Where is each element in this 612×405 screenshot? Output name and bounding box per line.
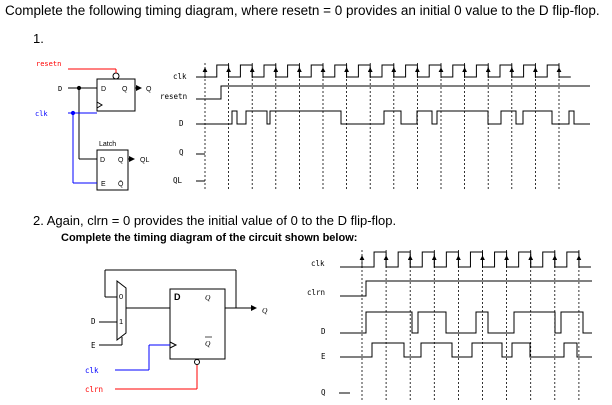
ff-d-pin: D — [101, 86, 107, 93]
ql-output-label: QL — [140, 157, 150, 164]
q-output-label: Q — [146, 86, 152, 93]
clk-input-label: clk — [35, 110, 48, 118]
question-2-text: 2. Again, clrn = 0 provides the initial value of 0 to the D flip-flop. — [33, 213, 397, 228]
clrn-wire — [115, 365, 197, 389]
clear-bubble — [195, 360, 200, 365]
timing-2-label-clrn: clrn — [307, 288, 326, 297]
timing-2-label-q: Q — [321, 388, 326, 397]
d-input-label: D — [58, 85, 63, 93]
timing-1-label-resetn: resetn — [160, 92, 188, 101]
clock-triangle-2 — [170, 342, 176, 348]
c2-clrn-label: clrn — [85, 385, 104, 394]
problem-title: Complete the following timing diagram, where resetn = 0 provides an initial 0 value to the D flip-flop. — [5, 3, 600, 18]
multiplexer — [117, 281, 126, 340]
timing-1-resetn-waveform — [196, 86, 590, 99]
timing-2-label-clk: clk — [311, 259, 325, 268]
timing-diagram-1 — [160, 63, 590, 190]
timing-2-label-d: D — [321, 327, 326, 336]
timing-1-label-ql: QL — [173, 176, 183, 185]
clk-wire-2 — [115, 345, 170, 370]
mux-input-1-label: 1 — [119, 317, 124, 326]
c2-q-output-label: Q — [262, 306, 268, 315]
latch-qbar-pin: Q̄ — [118, 181, 124, 188]
reset-bubble — [113, 73, 119, 79]
timing-1-labels — [160, 72, 187, 185]
clk-wire — [68, 111, 97, 183]
timing-2-gridlines — [362, 250, 579, 400]
timing-2-clrn-waveform — [340, 281, 592, 296]
timing-2-clk-waveform — [340, 252, 591, 267]
latch-d-pin: D — [100, 157, 106, 164]
ff2-qbar-pin: Q — [205, 339, 211, 348]
ff2-q-pin: Q — [205, 293, 211, 302]
flip-flop-1 — [97, 79, 135, 111]
mux-input-0-label: 0 — [119, 292, 124, 301]
latch-label: Latch — [99, 141, 117, 148]
timing-1-q-ql-start-stubs — [196, 154, 205, 181]
latch-e-pin: E — [101, 181, 106, 188]
timing-2-label-e: E — [321, 352, 326, 361]
timing-2-e-waveform — [340, 343, 592, 357]
resetn-input-label: resetn — [36, 60, 62, 68]
question-1-number: 1. — [33, 31, 44, 46]
c2-e-input-label: E — [91, 341, 96, 350]
timing-2-d-waveform — [340, 312, 592, 333]
resetn-wire — [68, 69, 116, 73]
ff-q-pin: Q — [122, 86, 128, 93]
c2-clk-label: clk — [85, 366, 99, 375]
clock-triangle — [97, 102, 102, 108]
timing-1-label-clk: clk — [173, 72, 187, 81]
timing-diagram-2 — [307, 250, 592, 400]
timing-1-d-waveform — [196, 111, 590, 124]
timing-1-label-d: D — [179, 119, 184, 128]
timing-1-gridlines — [205, 63, 559, 190]
latch-q-pin: Q — [118, 157, 124, 164]
ff2-d-pin: D — [174, 292, 181, 302]
timing-1-label-q: Q — [179, 148, 184, 157]
c2-d-input-label: D — [91, 317, 96, 326]
question-2-subtitle: Complete the timing diagram of the circuit shown below: — [61, 232, 358, 244]
